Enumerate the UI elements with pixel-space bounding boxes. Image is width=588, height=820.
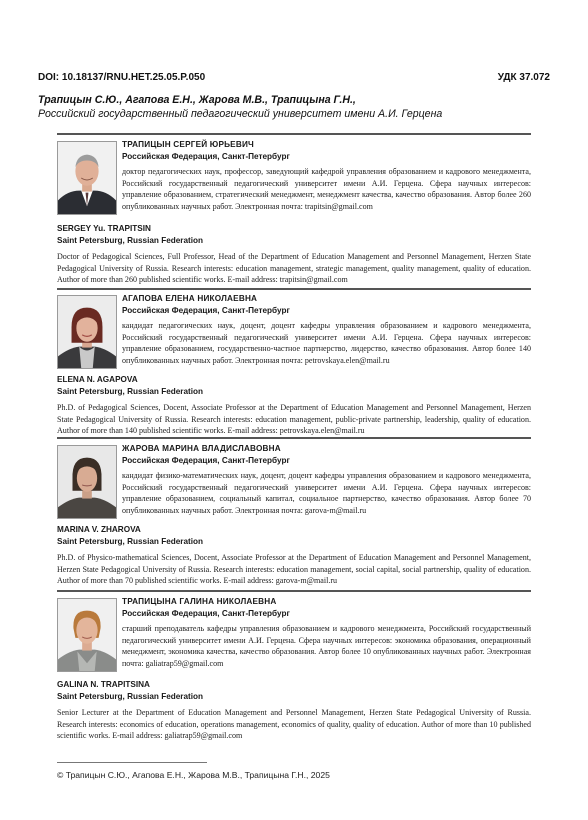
author-en-location: Saint Petersburg, Russian Federation [57, 387, 204, 396]
author-ru-location: Российская Федерация, Санкт-Петербург [122, 152, 290, 161]
section-divider [57, 437, 531, 439]
doi-label: DOI: 10.18137/RNU.HET.25.05.P.050 [38, 72, 206, 83]
author-ru-location: Российская Федерация, Санкт-Петербург [122, 456, 290, 465]
author-ru-name: ТРАПИЦЫНА ГАЛИНА НИКОЛАЕВНА [122, 597, 277, 606]
section-divider [57, 133, 531, 135]
author-ru-location: Российская Федерация, Санкт-Петербург [122, 306, 290, 315]
portrait-photo-woman [57, 445, 117, 519]
author-en-block [57, 679, 531, 742]
author-ru-name: ЖАРОВА МАРИНА ВЛАДИСЛАВОВНА [122, 444, 281, 453]
author-ru-name: ТРАПИЦЫН СЕРГЕЙ ЮРЬЕВИЧ [122, 140, 254, 149]
portrait-photo-woman [57, 598, 117, 672]
author-ru-bio: кандидат педагогических наук, доцент, доцент кафедры управления образованием и кадрового менеджмента, Российский государственный педагогический университет имени А.И. Герцена. Сфера научных интересов: управление образованием, государственно-частное партнерство, лидерство, качество образования. Автор более 140 опубликованных научных работ. Электронная почта: petrovskaya.elen@mail.ru [122, 321, 531, 365]
page-header [38, 72, 550, 86]
author-en-block [57, 223, 531, 286]
author-en-name: MARINA V. ZHAROVA [57, 525, 141, 534]
author-en-bio: Ph.D. of Physico-mathematical Sciences, Docent, Associate Professor at the Department of Education Management and Personnel Management, Herzen State Pedagogical University of Russia. Research interests: education management, social capital, social partnership, quality of education. Author of more than 70 published scientific works. E-mail address: garova-m@mail.ru [57, 553, 531, 586]
author-en-name: GALINA N. TRAPITSINA [57, 680, 150, 689]
author-en-block [57, 374, 531, 437]
section-divider [57, 590, 531, 592]
author-en-location: Saint Petersburg, Russian Federation [57, 537, 204, 546]
footnote-rule [57, 762, 207, 763]
section-divider [57, 288, 531, 290]
author-ru-name: АГАПОВА ЕЛЕНА НИКОЛАЕВНА [122, 294, 258, 303]
author-ru-location: Российская Федерация, Санкт-Петербург [122, 609, 290, 618]
copyright-footer: © Трапицын С.Ю., Агапова Е.Н., Жарова М.В., Трапицына Г.Н., 2025 [57, 770, 330, 780]
author-ru-bio: кандидат физико-математических наук, доцент, доцент кафедры управления образованием и кадрового менеджмента, Российский государственный педагогический университет имени А.И. Герцена. Сфера научных интересов: управление образованием, социальный капитал, социальное партнерство, качество образования. Автор более 70 опубликованных научных работ. Электронная почта: garova-m@mail.ru [122, 471, 531, 515]
author-en-location: Saint Petersburg, Russian Federation [57, 692, 204, 701]
author-ru-block [122, 139, 531, 212]
author-en-block [57, 524, 531, 587]
author-ru-bio: доктор педагогических наук, профессор, заведующий кафедрой управления образованием и кадрового менеджмента, Российский государственный педагогический университет имени А.И. Герцена. Сфера научных интересов: управление образованием, стратегический менеджмент, менеджмент качества, качество образования. Автор более 260 опубликованных научных работ. Электронная почта: trapitsin@gmail.com [122, 167, 531, 211]
author-en-name: SERGEY Yu. TRAPITSIN [57, 224, 151, 233]
author-en-bio: Doctor of Pedagogical Sciences, Full Professor, Head of the Department of Education Management and Personnel Management, Herzen State Pedagogical University of Russia. Research interests: education management, strategic management, quality management, quality of education. Author of more than 260 published scientific works. E-mail address: trapitsin@gmail.com [57, 252, 531, 285]
author-ru-block [122, 596, 531, 669]
author-en-name: ELENA N. AGAPOVA [57, 375, 138, 384]
portrait-photo-woman [57, 295, 117, 369]
portrait-photo-man [57, 141, 117, 215]
affiliation-line: Российский государственный педагогический университет имени А.И. Герцена [38, 108, 443, 120]
author-en-location: Saint Petersburg, Russian Federation [57, 236, 204, 245]
author-ru-bio: старший преподаватель кафедры управления образованием и кадрового менеджмента, Российский государственный педагогический университет имени А.И. Герцена. Сфера научных интересов: экономика образования, операционный менеджмент, экономика качества, качество образования. Автор более 10 опубликованных научных работ. Электронная почта: galiatrap59@gmail.com [122, 624, 531, 668]
author-ru-block [122, 443, 531, 516]
udk-label: УДК 37.072 [497, 72, 550, 83]
authors-line: Трапицын С.Ю., Агапова Е.Н., Жарова М.В., Трапицына Г.Н., [38, 94, 356, 106]
author-en-bio: Ph.D. of Pedagogical Sciences, Docent, Associate Professor at the Department of Education Management and Personnel Management, Herzen State Pedagogical University of Russia. Research interests: education management, public-private partnership, leadership, quality of education. Author of more than 140 published scientific works. E-mail address: petrovskaya.elen@mail.ru [57, 403, 531, 436]
author-en-bio: Senior Lecturer at the Department of Education Management and Personnel Management, Herzen State Pedagogical University of Russia. Research interests: economics of education, operations management, economics of quality, quality of education. Author of more than 10 published scientific works. E-mail address: galiatrap59@gmail.com [57, 708, 531, 741]
author-ru-block [122, 293, 531, 366]
